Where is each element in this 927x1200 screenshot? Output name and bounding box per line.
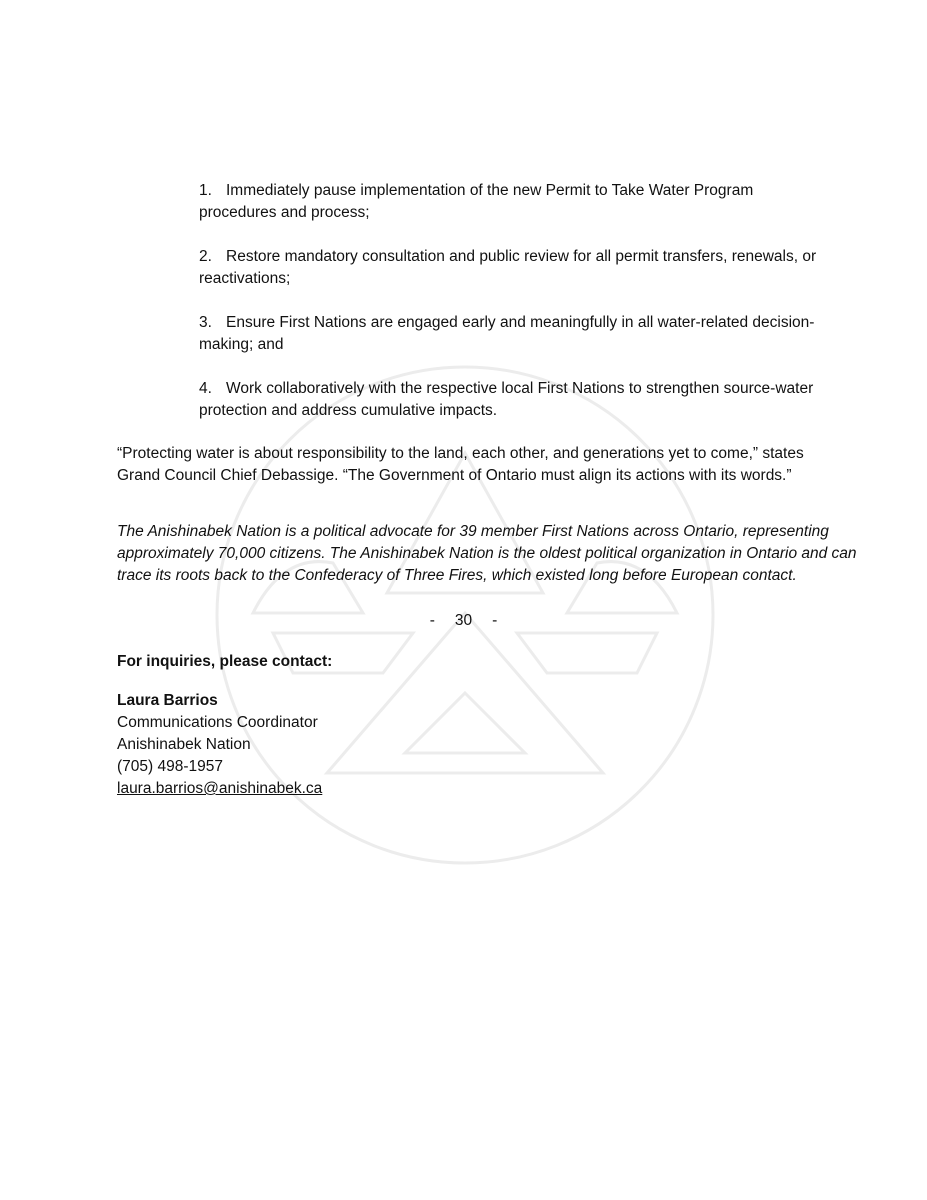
- list-item-number: 1.: [199, 182, 212, 199]
- contact-phone: (705) 498-1957: [117, 758, 223, 775]
- end-mark-number: 30: [454, 612, 473, 629]
- list-item-number: 3.: [199, 314, 212, 331]
- list-item-text: Restore mandatory consultation and public review for all permit transfers, renewals, or reactivations;: [199, 248, 817, 287]
- inquiries-heading: For inquiries, please contact:: [117, 653, 333, 670]
- recommendations-list: [199, 180, 819, 444]
- contact-title: Communications Coordinator: [117, 714, 318, 731]
- contact-organization: Anishinabek Nation: [117, 736, 251, 753]
- end-mark: [0, 610, 927, 632]
- list-item: [199, 180, 819, 224]
- list-item-number: 4.: [199, 380, 212, 397]
- list-item-text: Ensure First Nations are engaged early and meaningfully in all water-related decision-making; and: [199, 314, 815, 353]
- list-item: [199, 378, 819, 422]
- list-item: [199, 246, 819, 290]
- contact-email-link[interactable]: laura.barrios@anishinabek.ca: [117, 780, 323, 797]
- list-item-text: Immediately pause implementation of the new Permit to Take Water Program procedures and process;: [199, 182, 754, 221]
- end-mark-dash: -: [429, 612, 435, 629]
- list-item-text: Work collaboratively with the respective local First Nations to strengthen source-water protection and address cumulative impacts.: [199, 380, 814, 419]
- list-item-number: 2.: [199, 248, 212, 265]
- list-item: [199, 312, 819, 356]
- contact-name: Laura Barrios: [117, 692, 218, 709]
- contact-block: [117, 690, 322, 800]
- chief-quote: “Protecting water is about responsibility to the land, each other, and generations yet to come,” states Grand Council Chief Debassige. “The Government of Ontario must align its actions with its words.”: [117, 445, 804, 484]
- about-paragraph: The Anishinabek Nation is a political advocate for 39 member First Nations across Ontario, representing approximately 70,000 citizens. The Anishinabek Nation is the oldest political organization in Ontario and can trace its roots back to the Confederacy of Three Fires, which existed long before European contact.: [117, 523, 857, 584]
- end-mark-dash: -: [492, 612, 498, 629]
